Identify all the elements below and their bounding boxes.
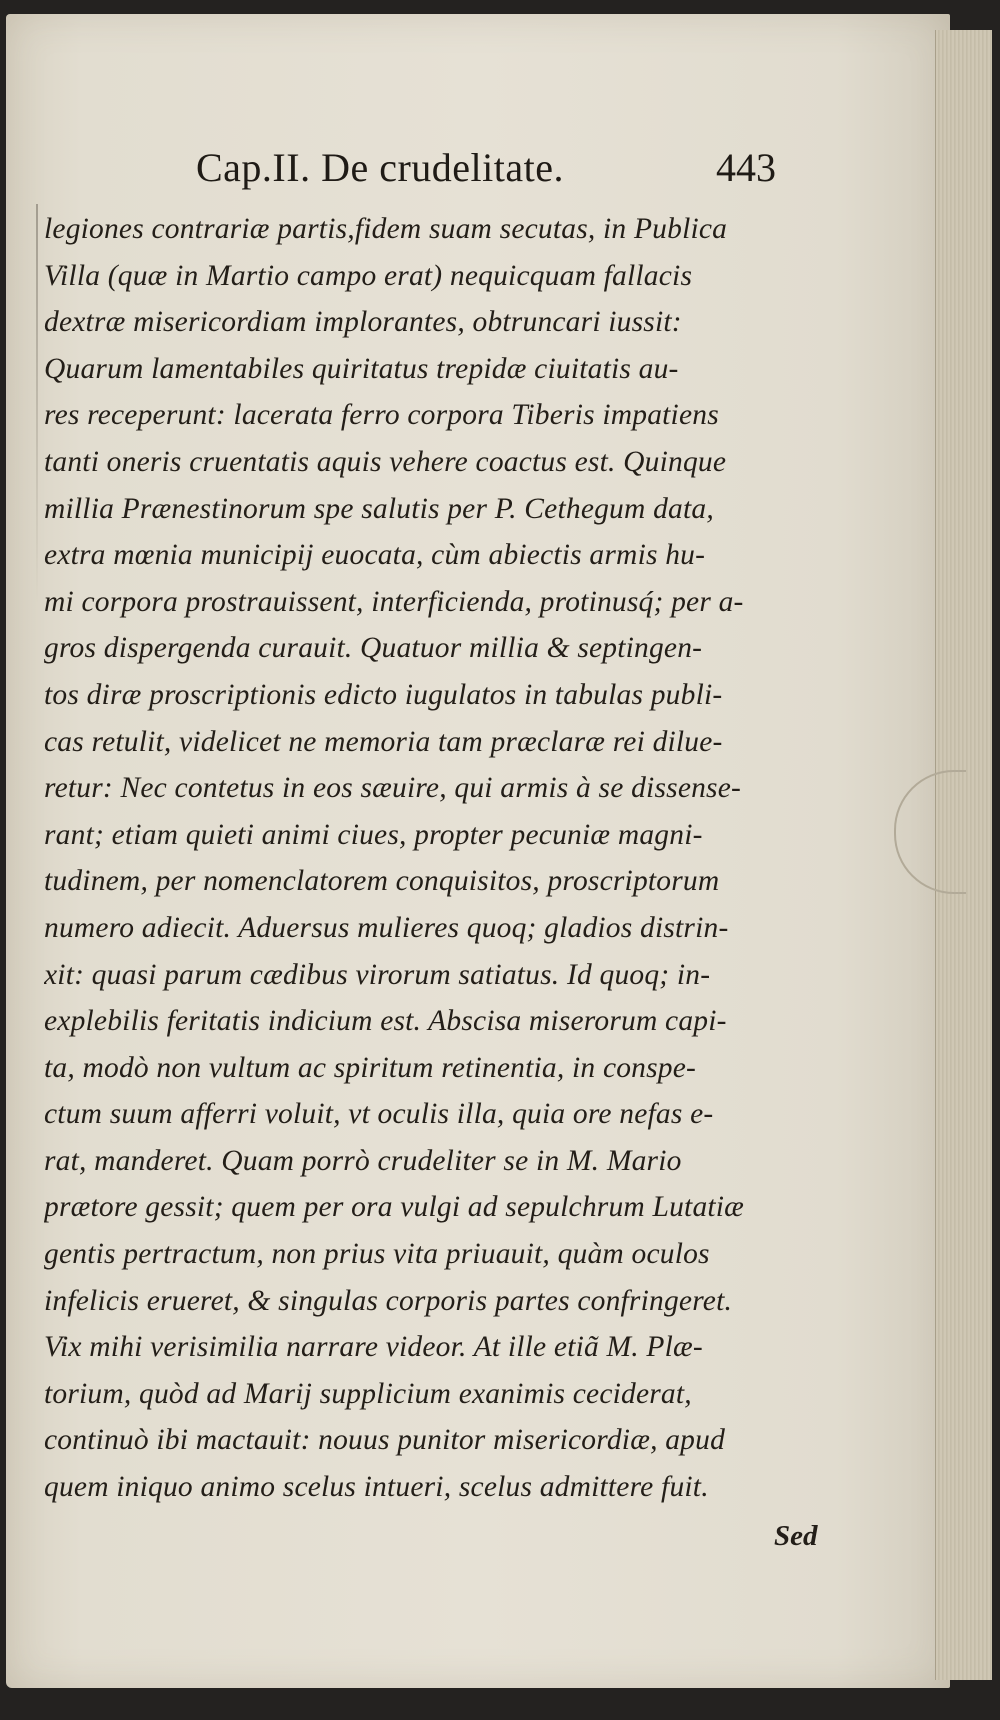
running-title: Cap.II. De crudelitate. [196, 145, 565, 190]
text-line: Vix mihi verisimilia narrare videor. At ille etiã M. Plæ- [44, 1331, 703, 1364]
text-line: Villa (quæ in Martio campo erat) nequicquam fallacis [44, 259, 693, 292]
text-line: rant; etiam quieti animi ciues, propter pecuniæ magni- [44, 818, 703, 851]
text-line: tudinem, per nomenclatorem conquisitos, proscriptorum [44, 865, 720, 898]
text-line: gros dispergenda curauit. Quatuor millia & septingen- [44, 632, 703, 665]
text-line: tanti oneris cruentatis aquis vehere coactus est. Quinque [44, 445, 727, 478]
text-line: mi corpora prostrauissent, interficienda, protinusq́; per a- [44, 585, 744, 618]
page-header [196, 144, 776, 204]
text-line: extra mœnia municipij euocata, cùm abiectis armis hu- [44, 539, 706, 572]
text-line: Quarum lamentabiles quiritatus trepidæ ciuitatis au- [44, 352, 679, 385]
text-line: prætore gessit; quem per ora vulgi ad sepulchrum Lutatiæ [44, 1191, 745, 1224]
text-line: ctum suum afferri voluit, vt oculis illa, quia ore nefas e- [44, 1098, 714, 1131]
text-line: gentis pertractum, non prius vita priuauit, quàm oculos [44, 1238, 710, 1271]
text-line: ta, modò non vultum ac spiritum retinentia, in conspe- [44, 1051, 697, 1084]
text-line: continuò ibi mactauit: nouus punitor misericordiæ, apud [44, 1424, 726, 1457]
text-line: dextræ misericordiam implorantes, obtruncari iussit: [44, 306, 682, 339]
text-line: xit: quasi parum cædibus virorum satiatus. Id quoq; in- [44, 958, 711, 991]
text-line: tos diræ proscriptionis edicto iugulatos in tabulas publi- [44, 678, 723, 711]
text-line: cas retulit, videlicet ne memoria tam præclaræ rei dilue- [44, 725, 723, 758]
text-line: retur: Nec contetus in eos sæuire, qui armis à se dissense- [44, 772, 742, 805]
text-line: millia Prænestinorum spe salutis per P. Cethegum data, [44, 492, 714, 525]
margin-rule [36, 204, 38, 604]
text-line: res receperunt: lacerata ferro corpora Tiberis impatiens [44, 399, 719, 432]
page-number: 443 [716, 145, 776, 190]
text-line: rat, manderet. Quam porrò crudeliter se in M. Mario [44, 1144, 682, 1177]
catchword: Sed [774, 1520, 818, 1552]
text-line: numero adiecit. Aduersus mulieres quoq; gladios distrin- [44, 911, 729, 944]
text-line: quem iniquo animo scelus intueri, scelus admittere fuit. [44, 1471, 709, 1504]
text-line: explebilis feritatis indicium est. Abscisa miserorum capi- [44, 1005, 727, 1038]
body-text [44, 206, 836, 1511]
text-line: legiones contrariæ partis,fidem suam secutas, in Publica [44, 213, 728, 245]
text-line: infelicis erueret, & singulas corporis partes confringeret. [44, 1284, 733, 1317]
page-sheet [6, 14, 950, 1688]
text-line: torium, quòd ad Marij supplicium exanimis ceciderat, [44, 1377, 692, 1410]
